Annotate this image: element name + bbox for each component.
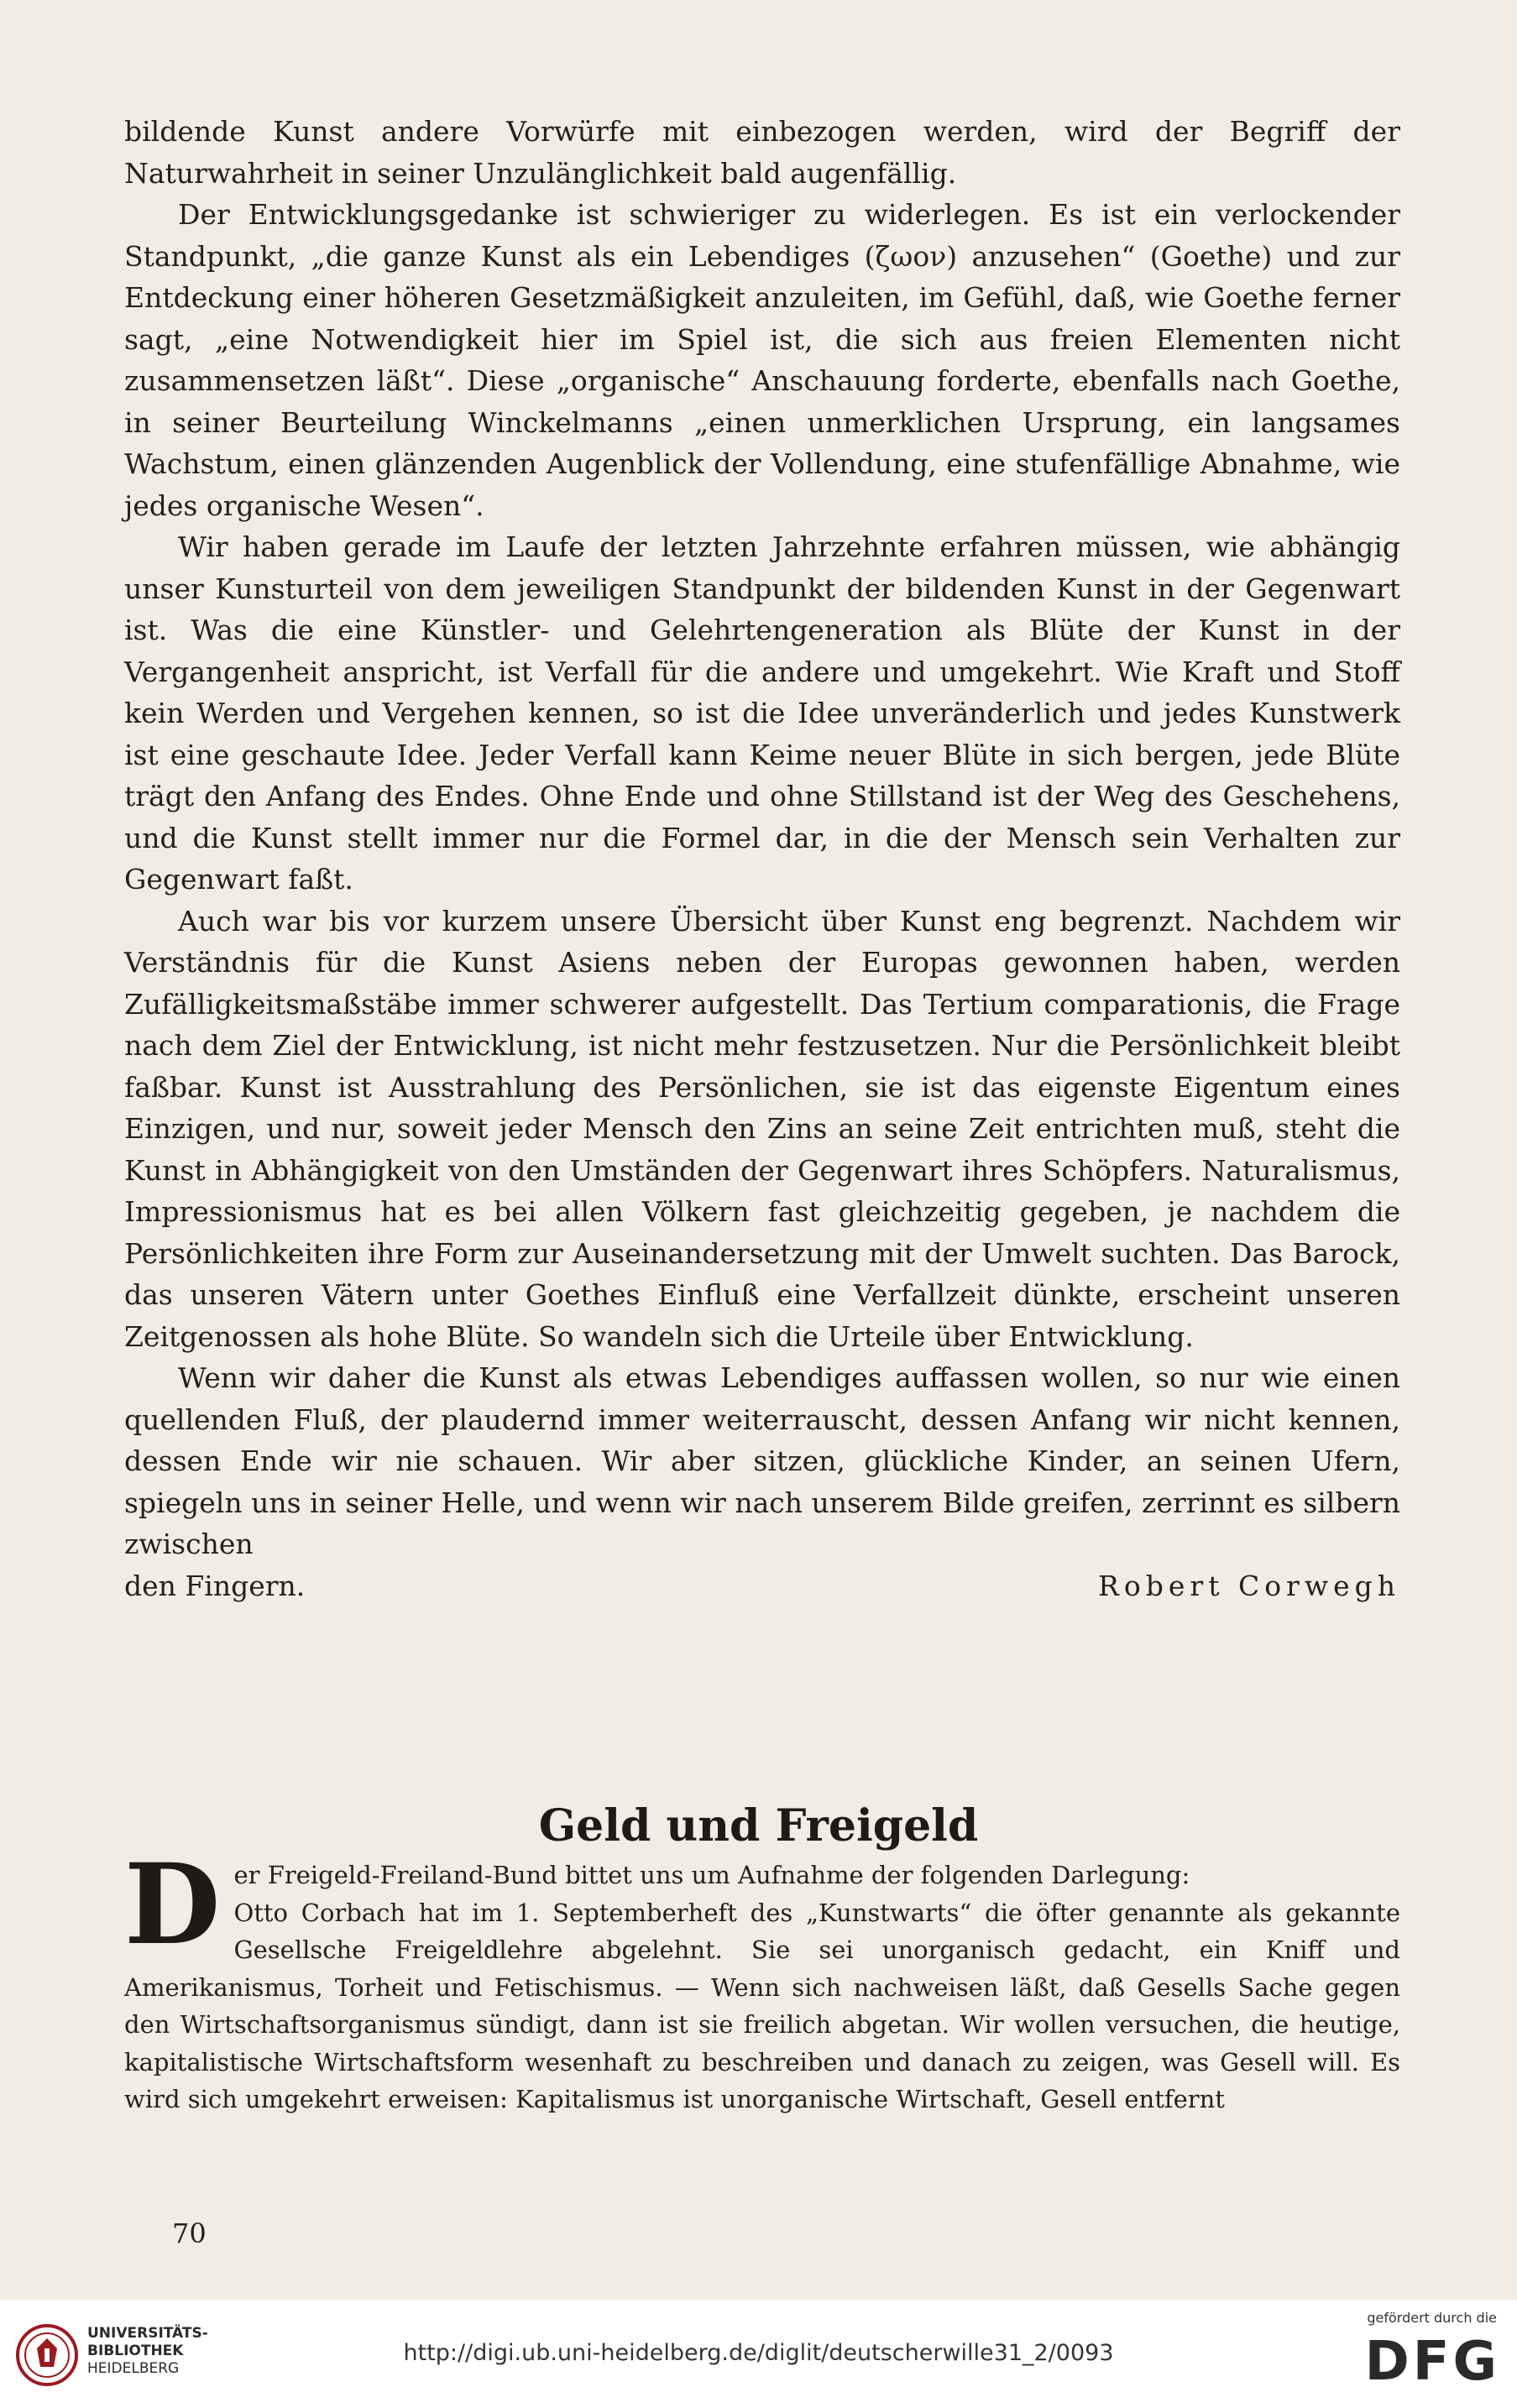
dfg-caption: gefördert durch die (1367, 2310, 1497, 2326)
essay-paragraph: Wenn wir daher die Kunst als etwas Lebendiges auffassen wollen, so nur wie einen quellenden Fluß, der plaudernd immer weiterrauscht, dessen Anfang wir nicht kennen, dessen Ende wir nie schauen. Wir aber sitzen, glückliche Kinder, an seinen Ufern, spiegeln uns in seiner Helle, und wenn wir nach unserem Bilde greifen, zerrinnt es silbern zwischen (124, 1361, 1400, 1560)
article-intro: er Freigeld-Freiland-Bund bittet uns um Aufnahme der folgenden Darlegung: (233, 1861, 1190, 1889)
library-name-line: UNIVERSITÄTS- (87, 2325, 208, 2342)
article-title: Geld und Freigeld (538, 1800, 979, 1852)
page-number: 70 (172, 2217, 207, 2249)
dfg-logo: DFG (1364, 2331, 1500, 2393)
essay-paragraph: Auch war bis vor kurzem unsere Übersicht über Kunst eng begrenzt. Nachdem wir Verständnis für die Kunst Asiens neben der Europas gewonnen haben, werden Zufälligkeitsmaßstäbe immer schwerer aufgestellt. Das Tertium comparationis, die Frage nach dem Ziel der Entwicklung, ist nicht mehr festzusetzen. Nur die Persönlichkeit bleibt faßbar. Kunst ist Ausstrahlung des Persönlichen, sie ist das eigenste Eigentum eines Einzigen, und nur, soweit jeder Mensch den Zins an seine Zeit entrichten muß, steht die Kunst in Abhängigkeit von den Umständen der Gegenwart ihres Schöpfers. Naturalismus, Impressionismus hat es bei allen Völkern fast gleichzeitig gegeben, je nachdem die Persönlichkeiten ihre Form zur Auseinandersetzung mit der Umwelt suchten. Das Barock, das unseren Vätern unter Goethes Einfluß eine Verfallzeit dünkte, erscheint unseren Zeitgenossen als hohe Blüte. So wandeln sich die Urteile über Entwicklung. (124, 904, 1400, 1353)
essay-paragraph: bildende Kunst andere Vorwürfe mit einbezogen werden, wird der Begriff der Naturwahrheit in seiner Unzulänglichkeit bald augenfällig. (124, 115, 1400, 190)
essay-last-line: den Fingern. (124, 1569, 306, 1602)
source-url-link[interactable]: http://digi.ub.uni-heidelberg.de/diglit/deutscherwille31_2/0093 (403, 2340, 1114, 2366)
essay-closing-line (124, 1565, 1400, 1607)
article-dropcap: D (124, 1840, 221, 1970)
article-text (124, 1840, 1400, 2118)
essay-author: Robert Corwegh (1098, 1569, 1400, 1602)
digitization-footer (0, 2300, 1517, 2408)
essay-text (124, 111, 1400, 1606)
library-name-line: BIBLIOTHEK (87, 2343, 184, 2359)
essay-paragraph: Wir haben gerade im Laufe der letzten Jahrzehnte erfahren müssen, wie abhängig unser Kunsturteil von dem jeweiligen Standpunkt der bildenden Kunst in der Gegenwart ist. Was die eine Künstler- und Gelehrtengeneration als Blüte der Kunst in der Vergangenheit anspricht, ist Verfall für die andere und umgekehrt. Wie Kraft und Stoff kein Werden und Vergehen kennen, so ist die Idee unveränderlich und jedes Kunstwerk ist eine geschaute Idee. Jeder Verfall kann Keime neuer Blüte in sich bergen, jede Blüte trägt den Anfang des Endes. Ohne Ende und ohne Stillstand ist der Weg des Geschehens, und die Kunst stellt immer nur die Formel dar, in die der Mensch sein Verhalten zur Gegenwart faßt. (124, 530, 1400, 896)
article-body: Otto Corbach hat im 1. Septemberheft des „Kunstwarts“ die öfter genannte als gekannte Gesellsche Freigeldlehre abgelehnt. Sie sei unorganisch gedacht, ein Kniff und Amerikanismus, Torheit und Fetischismus. — Wenn sich nachweisen läßt, daß Gesells Sache gegen den Wirtschaftsorganismus sündigt, dann ist sie freilich abgetan. Wir wollen versuchen, die heutige, kapitalistische Wirtschaftsform wesenhaft zu beschreiben und danach zu zeigen, was Gesell will. Es wird sich umgekehrt erweisen: Kapitalismus ist unorganische Wirtschaft, Gesell entfernt (124, 1898, 1400, 2113)
essay-paragraph: Der Entwicklungsgedanke ist schwieriger zu widerlegen. Es ist ein verlockender Standpunkt, „die ganze Kunst als ein Lebendiges (ζωον) anzusehen“ (Goethe) und zur Entdeckung einer höheren Gesetzmäßigkeit anzuleiten, im Gefühl, daß, wie Goethe ferner sagt, „eine Notwendigkeit hier im Spiel ist, die sich aus freien Elementen nicht zusammensetzen läßt“. Diese „organische“ Anschauung forderte, ebenfalls nach Goethe, in seiner Beurteilung Winckelmanns „einen unmerklichen Ursprung, ein langsames Wachstum, einen glänzenden Augenblick der Vollendung, eine stufenfällige Abnahme, wie jedes organische Wesen“. (124, 198, 1400, 522)
library-name-line: HEIDELBERG (87, 2360, 180, 2377)
